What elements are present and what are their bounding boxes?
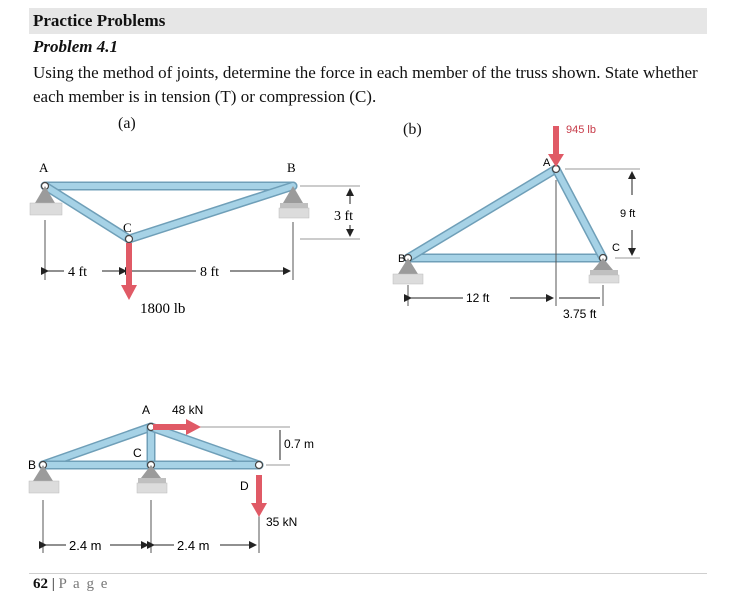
label-a-B: B	[287, 160, 296, 175]
page-number: 62	[33, 576, 48, 592]
label-b-A: A	[543, 157, 551, 169]
page-label: P a g e	[58, 576, 109, 592]
label-c-D: D	[240, 479, 249, 493]
label-a-C: C	[123, 220, 132, 235]
dim-a-right: 8 ft	[200, 265, 220, 280]
truss-c	[28, 403, 314, 553]
load-arrow-c-vertical	[251, 503, 267, 517]
dim-c-height: 0.7 m	[284, 437, 315, 451]
section-title: Practice Problems	[33, 11, 166, 30]
truss-b	[393, 124, 640, 321]
page-footer	[33, 576, 109, 593]
joint-c-D	[256, 462, 263, 469]
load-arrow-b	[548, 154, 564, 167]
dim-b-horizontal2: 3.75 ft	[563, 307, 597, 321]
figure-a-caption: (a)	[118, 115, 136, 132]
label-c-C: C	[133, 446, 142, 460]
load-b-label: 945 lb	[566, 124, 596, 136]
truss-a	[30, 160, 360, 317]
page-separator: |	[51, 576, 55, 592]
figure-b-caption: (b)	[403, 121, 422, 138]
dim-c-left: 2.4 m	[69, 538, 102, 553]
dim-a-height: 3 ft	[334, 209, 354, 224]
footer-divider	[29, 573, 707, 574]
joint-a-C	[126, 236, 133, 243]
dim-c-right: 2.4 m	[177, 538, 210, 553]
label-b-B: B	[398, 253, 406, 265]
dim-b-height: 9 ft	[620, 208, 636, 220]
dim-a-left: 4 ft	[68, 265, 88, 280]
label-c-A: A	[142, 403, 151, 417]
dim-b-horizontal1: 12 ft	[466, 291, 490, 305]
problem-number: Problem 4.1	[33, 37, 118, 56]
problem-statement: Using the method of joints, determine the force in each member of the truss shown. State whether each member is in tension (T) or compression (C).	[33, 63, 698, 106]
label-a-A: A	[39, 160, 49, 175]
load-c-horizontal-label: 48 kN	[172, 403, 204, 417]
load-a-label: 1800 lb	[140, 301, 186, 317]
label-c-B: B	[28, 458, 37, 472]
load-arrow-a	[121, 285, 137, 300]
label-b-C: C	[612, 242, 620, 254]
load-c-vertical-label: 35 kN	[266, 515, 298, 529]
load-arrow-c-horizontal	[186, 419, 201, 435]
